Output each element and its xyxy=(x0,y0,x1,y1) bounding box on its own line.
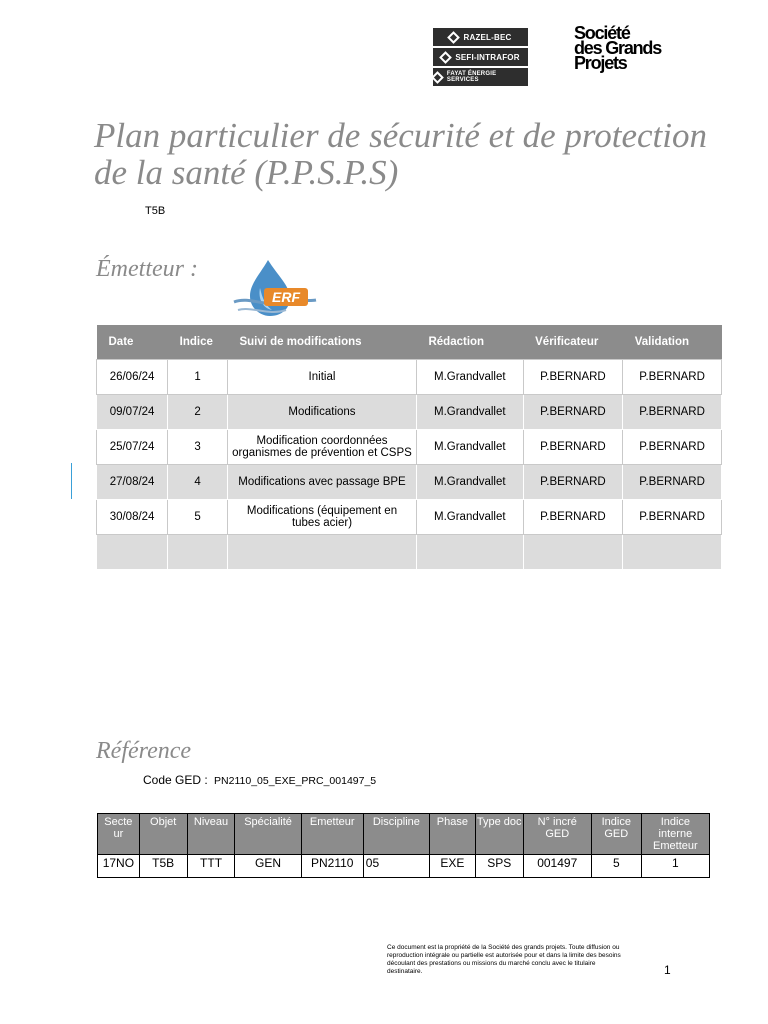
cell-empty xyxy=(97,535,168,570)
cell-verificateur: P.BERNARD xyxy=(523,360,623,395)
header-indice: Indice xyxy=(168,325,228,360)
header-discipline: Discipline xyxy=(363,814,429,855)
header-verificateur: Vérificateur xyxy=(523,325,623,360)
cell-empty xyxy=(623,535,722,570)
header-emetteur: Emetteur xyxy=(301,814,363,855)
document-title: Plan particulier de sécurité et de protection de la santé (P.P.S.P.S) xyxy=(94,116,707,192)
cell-suivi: Modifications (équipement en tubes acier) xyxy=(227,500,416,535)
diamond-icon xyxy=(448,31,461,44)
svg-text:ERF: ERF xyxy=(272,289,300,305)
table-header-row xyxy=(97,325,722,360)
reference-table xyxy=(97,813,710,878)
table-row xyxy=(97,395,722,430)
contractor-logos xyxy=(433,28,528,88)
header-indice-interne: Indice interne Emetteur xyxy=(641,814,709,855)
footer-confidentiality-note: Ce document est la propriété de la Société des grands projets. Toute diffusion ou reproduction intégrale ou partielle est autorisée pour et dans la limite des besoins découlant des prestations ou missions du marché conclu avec le titulaire destinataire. xyxy=(387,944,621,975)
cell-indice-interne: 1 xyxy=(641,855,709,878)
cell-secteur: 17NO xyxy=(98,855,140,878)
header-n-incre-ged: N° incré GED xyxy=(523,814,591,855)
cell-redaction: M.Grandvallet xyxy=(416,430,523,465)
table-row xyxy=(97,465,722,500)
razel-bec-logo: RAZEL-BEC xyxy=(433,28,528,46)
cell-n-incre-ged: 001497 xyxy=(523,855,591,878)
cell-redaction: M.Grandvallet xyxy=(416,360,523,395)
cell-redaction: M.Grandvallet xyxy=(416,395,523,430)
header-specialite: Spécialité xyxy=(235,814,301,855)
cell-date: 30/08/24 xyxy=(97,500,168,535)
fayat-energie-logo: FAYAT ÉNERGIE SERVICES xyxy=(433,68,528,86)
cell-empty xyxy=(168,535,228,570)
cell-indice: 1 xyxy=(168,360,228,395)
table-row xyxy=(97,500,722,535)
cell-phase: EXE xyxy=(429,855,475,878)
cell-niveau: TTT xyxy=(187,855,235,878)
code-ged-value: PN2110_05_EXE_PRC_001497_5 xyxy=(214,775,377,787)
diamond-icon xyxy=(439,51,452,64)
table-row-empty xyxy=(97,535,722,570)
header-suivi: Suivi de modifications xyxy=(227,325,416,360)
document-subtitle: T5B xyxy=(145,205,166,217)
header-validation: Validation xyxy=(623,325,722,360)
cell-date: 25/07/24 xyxy=(97,430,168,465)
cell-discipline: 05 xyxy=(363,855,429,878)
header-date: Date xyxy=(97,325,168,360)
table-row xyxy=(97,430,722,465)
cell-validation: P.BERNARD xyxy=(623,395,722,430)
header-indice-ged: Indice GED xyxy=(591,814,641,855)
code-ged xyxy=(143,773,376,787)
cell-empty xyxy=(227,535,416,570)
diamond-icon xyxy=(431,71,444,84)
text-cursor xyxy=(71,463,72,499)
table-row xyxy=(97,360,722,395)
code-ged-label: Code GED : xyxy=(143,773,208,787)
header-secteur: Secte ur xyxy=(98,814,140,855)
cell-validation: P.BERNARD xyxy=(623,500,722,535)
cell-indice: 2 xyxy=(168,395,228,430)
header-redaction: Rédaction xyxy=(416,325,523,360)
cell-empty xyxy=(523,535,623,570)
cell-indice-ged: 5 xyxy=(591,855,641,878)
cell-suivi: Modifications xyxy=(227,395,416,430)
cell-indice: 5 xyxy=(168,500,228,535)
cell-validation: P.BERNARD xyxy=(623,465,722,500)
modifications-table xyxy=(96,325,722,570)
cell-objet: T5B xyxy=(139,855,187,878)
cell-verificateur: P.BERNARD xyxy=(523,395,623,430)
cell-date: 27/08/24 xyxy=(97,465,168,500)
header-phase: Phase xyxy=(429,814,475,855)
cell-suivi: Initial xyxy=(227,360,416,395)
cell-verificateur: P.BERNARD xyxy=(523,465,623,500)
societe-grands-projets-logo: Société des Grands Projets xyxy=(574,23,662,73)
cell-verificateur: P.BERNARD xyxy=(523,500,623,535)
header-niveau: Niveau xyxy=(187,814,235,855)
cell-suivi: Modification coordonnées organismes de prévention et CSPS xyxy=(227,430,416,465)
cell-validation: P.BERNARD xyxy=(623,430,722,465)
cell-empty xyxy=(416,535,523,570)
cell-redaction: M.Grandvallet xyxy=(416,465,523,500)
cell-emetteur: PN2110 xyxy=(301,855,363,878)
header-type-doc: Type doc xyxy=(475,814,523,855)
page-number: 1 xyxy=(664,963,671,977)
table-row xyxy=(98,855,710,878)
header-objet: Objet xyxy=(139,814,187,855)
cell-redaction: M.Grandvallet xyxy=(416,500,523,535)
cell-suivi: Modifications avec passage BPE xyxy=(227,465,416,500)
cell-date: 26/06/24 xyxy=(97,360,168,395)
table-header-row xyxy=(98,814,710,855)
cell-indice: 4 xyxy=(168,465,228,500)
reference-heading: Référence xyxy=(96,738,192,764)
erf-logo xyxy=(230,258,320,322)
sefi-intrafor-logo: SEFI-INTRAFOR xyxy=(433,48,528,66)
emetteur-heading: Émetteur : xyxy=(96,256,198,282)
cell-indice: 3 xyxy=(168,430,228,465)
cell-type-doc: SPS xyxy=(475,855,523,878)
cell-verificateur: P.BERNARD xyxy=(523,430,623,465)
cell-validation: P.BERNARD xyxy=(623,360,722,395)
cell-specialite: GEN xyxy=(235,855,301,878)
cell-date: 09/07/24 xyxy=(97,395,168,430)
